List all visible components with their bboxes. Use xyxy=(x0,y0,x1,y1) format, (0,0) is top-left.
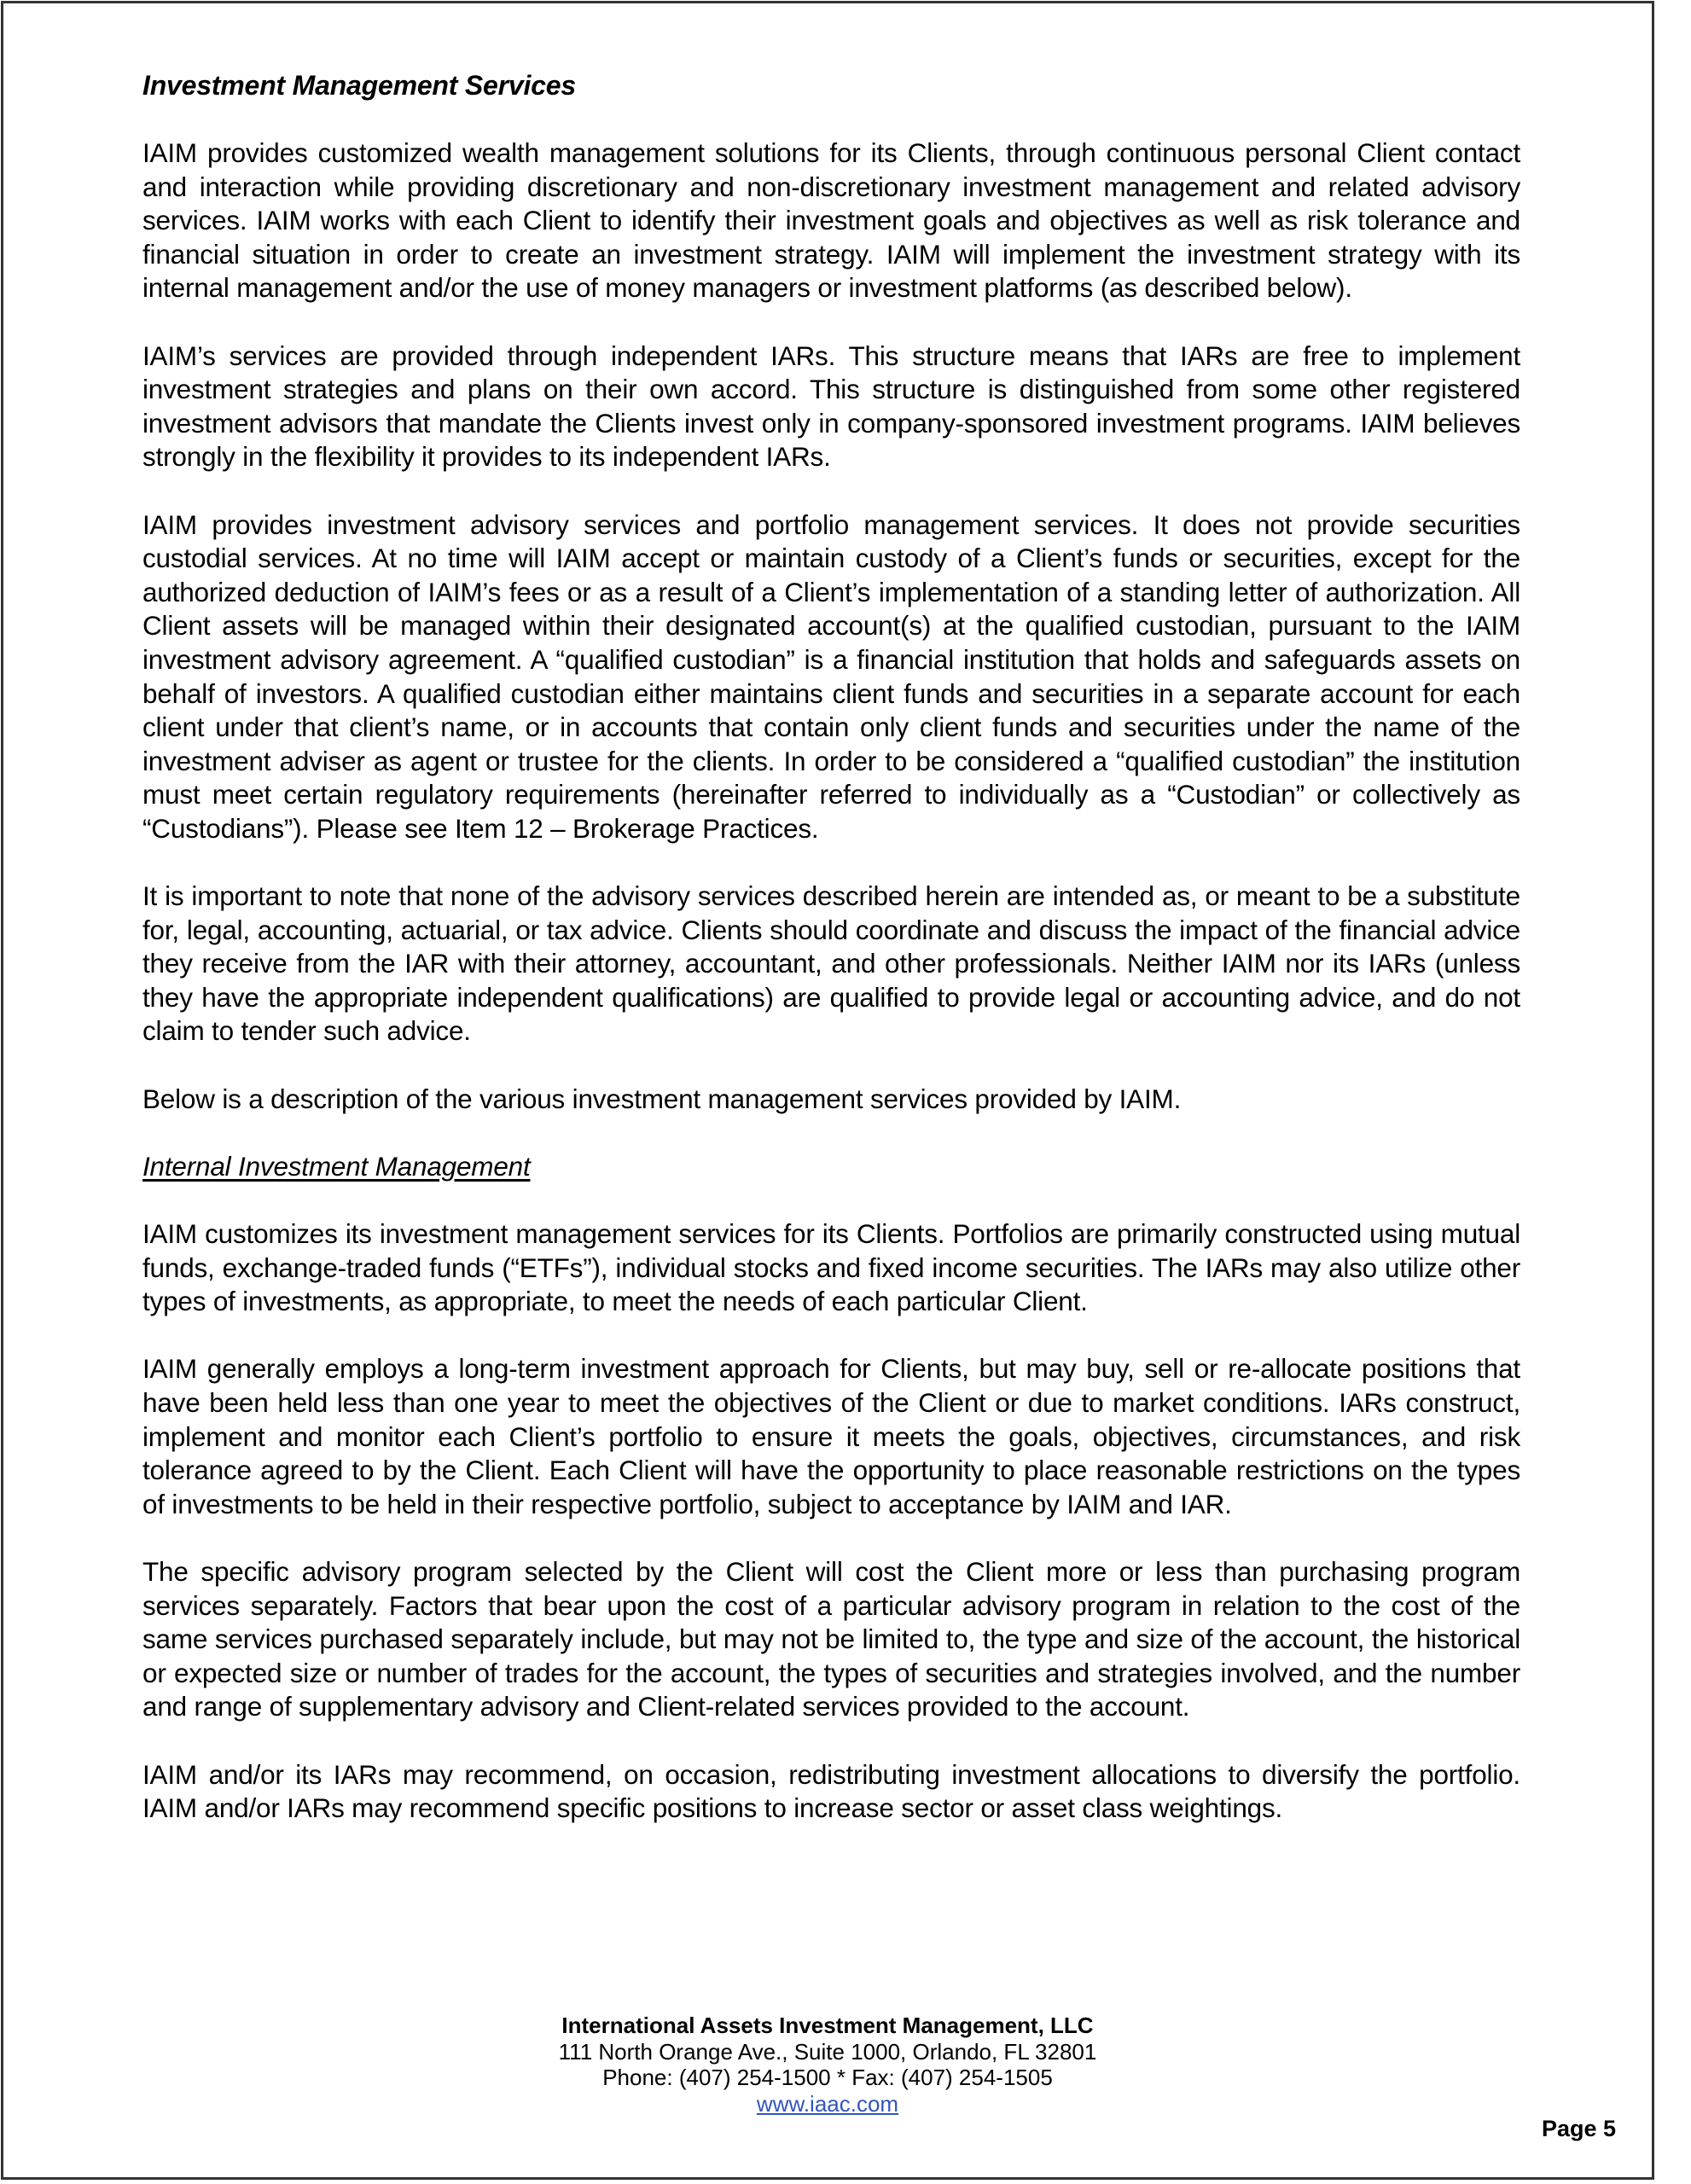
paragraph-services-intro: Below is a description of the various investment management services provided by IAIM. xyxy=(142,1083,1182,1114)
paragraph-investment-approach: IAIM generally employs a long-term investment approach for Clients, but may buy, sell or re-allocate positions that have been held less than one year to meet the objectives of the Client or due to market conditions. IARs construct, implement and monitor each Client’s portfolio to ensure it meets the goals, objectives, circumstances, and risk tolerance agreed to by the Client. Each Client will have the opportunity to place reasonable restrictions on the types of investments to be held in their respective portfolio, subject to acceptance by IAIM and IAR. xyxy=(142,1353,1520,1519)
paragraph-reallocation: IAIM and/or its IARs may recommend, on occasion, redistributing investment allocations to diversify the portfolio. IAIM and/or IARs may recommend specific positions to increase sector or asset class weightings. xyxy=(142,1758,1520,1824)
page-number: Page 5 xyxy=(1541,2116,1616,2141)
footer-website-link[interactable]: www.iaac.com xyxy=(756,2090,899,2117)
footer-address: 111 North Orange Ave., Suite 1000, Orlando, FL 32801 xyxy=(558,2038,1097,2065)
paragraph-disclaimer: It is important to note that none of the advisory services described herein are intended as, or meant to be a substitute for, legal, accounting, actuarial, or tax advice. Clients should coordinate and discuss the impact of the financial advice they receive from the IAR with their attorney, accountant, and other professionals. Neither IAIM nor its IARs (unless they have the appropriate independent qualifications) are qualified to provide legal or accounting advice, and do not claim to tender such advice. xyxy=(142,880,1520,1047)
paragraph-program-cost: The specific advisory program selected by the Client will cost the Client more or less than purchasing program services separately. Factors that bear upon the cost of a particular advisory program in relation to the cost of the same services purchased separately include, but may not be limited to, the type and size of the account, the historical or expected size or number of trades for the account, the types of securities and strategies involved, and the number and range of supplementary advisory and Client-related services provided to the account. xyxy=(142,1555,1520,1722)
section-title: Investment Management Services xyxy=(142,70,576,101)
paragraph-portfolio-construction: IAIM customizes its investment management services for its Clients. Portfolios are primarily constructed using mutual funds, exchange-traded funds (“ETFs”), individual stocks and fixed income securities. The IARs may also utilize other types of investments, as appropriate, to meet the needs of each particular Client. xyxy=(142,1218,1520,1317)
paragraph-iar-structure: IAIM’s services are provided through independent IARs. This structure means that IARs are free to implement investment strategies and plans on their own accord. This structure is distinguished from some other registered investment advisors that mandate the Clients invest only in company-sponsored investment programs. IAIM believes strongly in the flexibility it provides to its independent IARs. xyxy=(142,340,1520,473)
page-footer xyxy=(0,2013,1655,2117)
footer-contact: Phone: (407) 254-1500 * Fax: (407) 254-1505 xyxy=(602,2065,1053,2090)
footer-company-name: International Assets Investment Management, LLC xyxy=(561,2013,1094,2038)
subheading-internal-investment-management: Internal Investment Management xyxy=(142,1150,531,1182)
document-body xyxy=(142,68,1520,1859)
paragraph-overview: IAIM provides customized wealth management solutions for its Clients, through continuous personal Client contact and interaction while providing discretionary and non-discretionary investment management and related advisory services. IAIM works with each Client to identify their investment goals and objectives as well as risk tolerance and financial situation in order to create an investment strategy. IAIM will implement the investment strategy with its internal management and/or the use of money managers or investment platforms (as described below). xyxy=(142,137,1520,304)
paragraph-custody: IAIM provides investment advisory services and portfolio management services. It does not provide securities custodial services. At no time will IAIM accept or maintain custody of a Client’s funds or securities, except for the authorized deduction of IAIM’s fees or as a result of a Client’s implementation of a standing letter of authorization. All Client assets will be managed within their designated account(s) at the qualified custodian, pursuant to the IAIM investment advisory agreement. A “qualified custodian” is a financial institution that holds and safeguards assets on behalf of investors. A qualified custodian either maintains client funds and securities in a separate account for each client under that client’s name, or in accounts that contain only client funds and securities under the name of the investment adviser as agent or trustee for the clients. In order to be considered a “qualified custodian” the institution must meet certain regulatory requirements (hereinafter referred to individually as a “Custodian” or collectively as “Custodians”). Please see Item 12 – Brokerage Practices. xyxy=(142,508,1520,844)
